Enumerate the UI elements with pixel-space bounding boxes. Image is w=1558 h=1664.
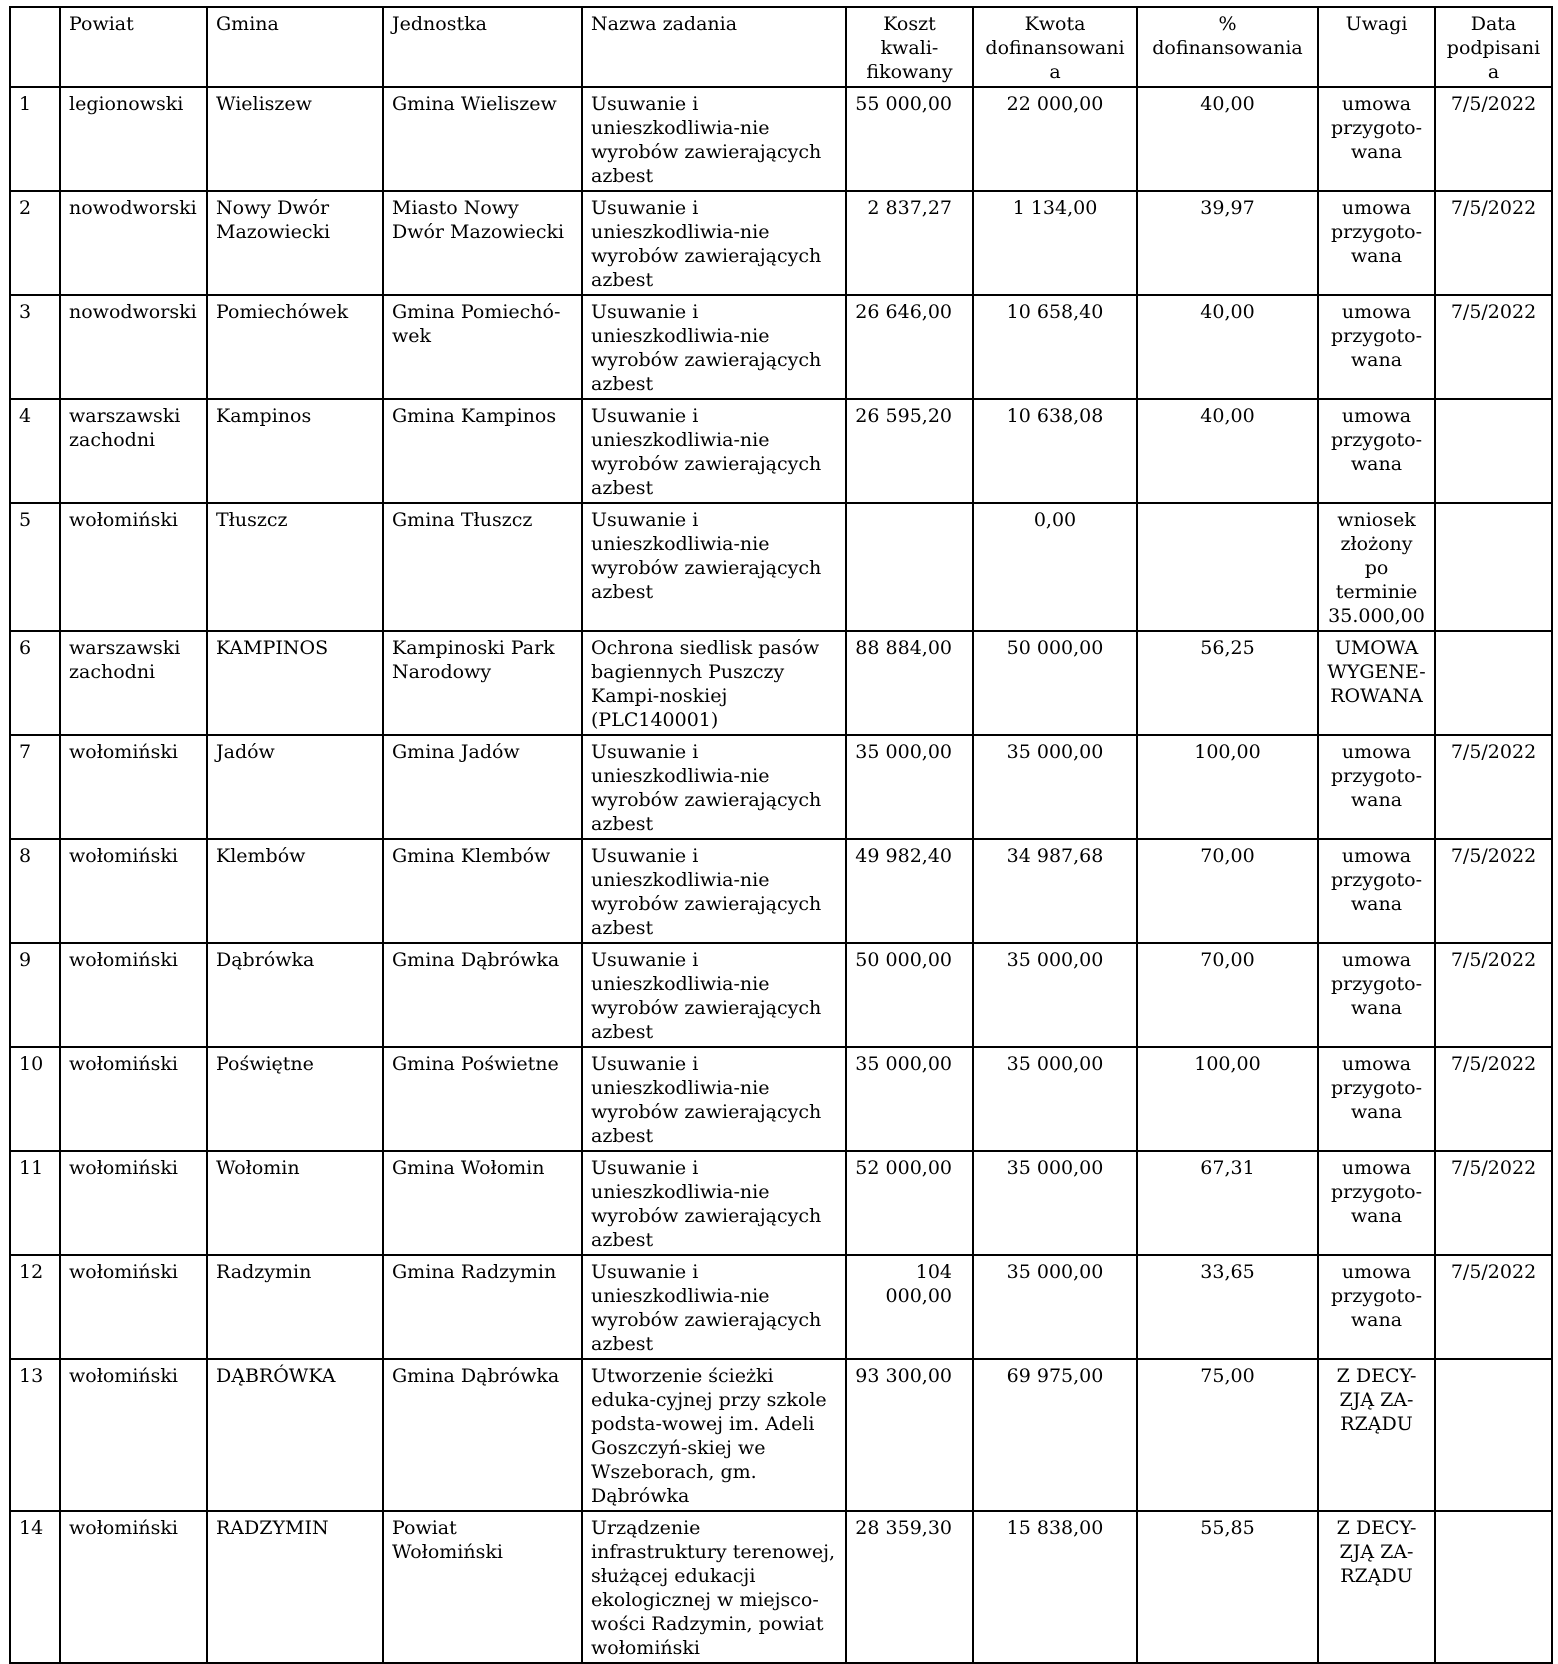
cell-uwagi: umowa przygoto-wana xyxy=(1318,1047,1435,1151)
cell-koszt: 88 884,00 xyxy=(846,631,973,735)
cell-jednostka: Gmina Kampinos xyxy=(383,399,582,503)
cell-procent: 40,00 xyxy=(1137,399,1318,503)
cell-uwagi: umowa przygoto-wana xyxy=(1318,839,1435,943)
cell-kwota: 50 000,00 xyxy=(973,631,1137,735)
table-row xyxy=(10,503,1552,631)
cell-gmina: DĄBRÓWKA xyxy=(207,1359,383,1511)
cell-gmina: Wieliszew xyxy=(207,87,383,191)
table-row xyxy=(10,1511,1552,1663)
cell-powiat: wołomiński xyxy=(60,839,207,943)
cell-gmina: Dąbrówka xyxy=(207,943,383,1047)
cell-nazwa-zadania: Utworzenie ścieżki eduka-cyjnej przy szkole podsta-wowej im. Adeli Goszczyń-skiej we Wszeborach, gm. Dąbrówka xyxy=(582,1359,846,1511)
cell-data: 7/5/2022 xyxy=(1435,295,1552,399)
cell-kwota: 15 838,00 xyxy=(973,1511,1137,1663)
cell-nazwa-zadania: Usuwanie i unieszkodliwia-nie wyrobów zawierających azbest xyxy=(582,839,846,943)
cell-nazwa-zadania: Usuwanie i unieszkodliwia-nie wyrobów zawierających azbest xyxy=(582,87,846,191)
cell-lp: 11 xyxy=(10,1151,60,1255)
cell-kwota: 35 000,00 xyxy=(973,1047,1137,1151)
table-row xyxy=(10,399,1552,503)
cell-powiat: wołomiński xyxy=(60,1047,207,1151)
header-nazwa-zadania: Nazwa zadania xyxy=(582,7,846,87)
cell-powiat: wołomiński xyxy=(60,1359,207,1511)
header-powiat: Powiat xyxy=(60,7,207,87)
cell-powiat: wołomiński xyxy=(60,1151,207,1255)
cell-uwagi: umowa przygoto-wana xyxy=(1318,295,1435,399)
cell-uwagi: umowa przygoto-wana xyxy=(1318,1255,1435,1359)
header-uwagi: Uwagi xyxy=(1318,7,1435,87)
cell-powiat: legionowski xyxy=(60,87,207,191)
cell-lp: 7 xyxy=(10,735,60,839)
cell-gmina: Jadów xyxy=(207,735,383,839)
table-row xyxy=(10,735,1552,839)
cell-lp: 2 xyxy=(10,191,60,295)
table-row xyxy=(10,1255,1552,1359)
cell-nazwa-zadania: Urządzenie infrastruktury terenowej, służącej edukacji ekologicznej w miejsco-wości Radzymin, powiat wołomiński xyxy=(582,1511,846,1663)
header-gmina: Gmina xyxy=(207,7,383,87)
cell-uwagi: wniosek złożony po terminie 35.000,00 xyxy=(1318,503,1435,631)
table-row xyxy=(10,1151,1552,1255)
cell-nazwa-zadania: Usuwanie i unieszkodliwia-nie wyrobów zawierających azbest xyxy=(582,1151,846,1255)
cell-lp: 12 xyxy=(10,1255,60,1359)
cell-powiat: wołomiński xyxy=(60,735,207,839)
table-row xyxy=(10,1047,1552,1151)
cell-jednostka: Gmina Radzymin xyxy=(383,1255,582,1359)
header-row xyxy=(10,7,1552,87)
cell-koszt: 2 837,27 xyxy=(846,191,973,295)
cell-data: 7/5/2022 xyxy=(1435,87,1552,191)
table-row xyxy=(10,191,1552,295)
cell-data xyxy=(1435,1359,1552,1511)
cell-procent xyxy=(1137,503,1318,631)
cell-lp: 4 xyxy=(10,399,60,503)
header-kwota: Kwota dofinansowania xyxy=(973,7,1137,87)
cell-koszt: 93 300,00 xyxy=(846,1359,973,1511)
table-row xyxy=(10,295,1552,399)
cell-powiat: wołomiński xyxy=(60,943,207,1047)
cell-lp: 5 xyxy=(10,503,60,631)
cell-lp: 6 xyxy=(10,631,60,735)
cell-procent: 100,00 xyxy=(1137,735,1318,839)
header-koszt: Koszt kwali-fikowany xyxy=(846,7,973,87)
cell-lp: 8 xyxy=(10,839,60,943)
cell-data: 7/5/2022 xyxy=(1435,943,1552,1047)
header-data: Data podpisania xyxy=(1435,7,1552,87)
cell-jednostka: Powiat Wołomiński xyxy=(383,1511,582,1663)
cell-jednostka: Gmina Klembów xyxy=(383,839,582,943)
cell-data: 7/5/2022 xyxy=(1435,1151,1552,1255)
cell-uwagi: umowa przygoto-wana xyxy=(1318,1151,1435,1255)
cell-gmina: KAMPINOS xyxy=(207,631,383,735)
cell-kwota: 35 000,00 xyxy=(973,1255,1137,1359)
cell-koszt: 52 000,00 xyxy=(846,1151,973,1255)
cell-jednostka: Gmina Dąbrówka xyxy=(383,1359,582,1511)
cell-kwota: 10 638,08 xyxy=(973,399,1137,503)
cell-lp: 1 xyxy=(10,87,60,191)
header-jednostka: Jednostka xyxy=(383,7,582,87)
cell-data: 7/5/2022 xyxy=(1435,735,1552,839)
cell-data xyxy=(1435,399,1552,503)
cell-koszt: 28 359,30 xyxy=(846,1511,973,1663)
cell-procent: 40,00 xyxy=(1137,87,1318,191)
cell-jednostka: Gmina Poświetne xyxy=(383,1047,582,1151)
cell-jednostka: Gmina Jadów xyxy=(383,735,582,839)
cell-lp: 10 xyxy=(10,1047,60,1151)
cell-koszt: 35 000,00 xyxy=(846,735,973,839)
cell-lp: 3 xyxy=(10,295,60,399)
cell-nazwa-zadania: Usuwanie i unieszkodliwia-nie wyrobów zawierających azbest xyxy=(582,295,846,399)
cell-nazwa-zadania: Usuwanie i unieszkodliwia-nie wyrobów zawierających azbest xyxy=(582,503,846,631)
cell-kwota: 35 000,00 xyxy=(973,1151,1137,1255)
table-row xyxy=(10,943,1552,1047)
cell-data: 7/5/2022 xyxy=(1435,1047,1552,1151)
cell-kwota: 0,00 xyxy=(973,503,1137,631)
cell-koszt: 55 000,00 xyxy=(846,87,973,191)
cell-koszt: 35 000,00 xyxy=(846,1047,973,1151)
cell-jednostka: Gmina Wieliszew xyxy=(383,87,582,191)
cell-procent: 100,00 xyxy=(1137,1047,1318,1151)
cell-jednostka: Miasto Nowy Dwór Mazowiecki xyxy=(383,191,582,295)
table-row xyxy=(10,631,1552,735)
table-header xyxy=(10,7,1552,87)
cell-data xyxy=(1435,631,1552,735)
cell-gmina: Pomiechówek xyxy=(207,295,383,399)
cell-gmina: Tłuszcz xyxy=(207,503,383,631)
cell-powiat: wołomiński xyxy=(60,503,207,631)
table-row xyxy=(10,839,1552,943)
cell-data xyxy=(1435,503,1552,631)
cell-uwagi: umowa przygoto-wana xyxy=(1318,735,1435,839)
cell-nazwa-zadania: Usuwanie i unieszkodliwia-nie wyrobów zawierających azbest xyxy=(582,191,846,295)
cell-uwagi: umowa przygoto-wana xyxy=(1318,191,1435,295)
header-lp xyxy=(10,7,60,87)
cell-kwota: 69 975,00 xyxy=(973,1359,1137,1511)
cell-nazwa-zadania: Usuwanie i unieszkodliwia-nie wyrobów zawierających azbest xyxy=(582,399,846,503)
cell-uwagi: umowa przygoto-wana xyxy=(1318,87,1435,191)
cell-procent: 39,97 xyxy=(1137,191,1318,295)
cell-gmina: Kampinos xyxy=(207,399,383,503)
grant-table xyxy=(9,6,1553,1664)
cell-lp: 9 xyxy=(10,943,60,1047)
cell-kwota: 35 000,00 xyxy=(973,735,1137,839)
cell-gmina: RADZYMIN xyxy=(207,1511,383,1663)
cell-gmina: Radzymin xyxy=(207,1255,383,1359)
cell-data xyxy=(1435,1511,1552,1663)
cell-koszt: 104 000,00 xyxy=(846,1255,973,1359)
cell-koszt xyxy=(846,503,973,631)
cell-nazwa-zadania: Ochrona siedlisk pasów bagiennych Puszczy Kampi-noskiej (PLC140001) xyxy=(582,631,846,735)
cell-uwagi: Z DECY-ZJĄ ZA-RZĄDU xyxy=(1318,1359,1435,1511)
cell-gmina: Wołomin xyxy=(207,1151,383,1255)
cell-jednostka: Gmina Tłuszcz xyxy=(383,503,582,631)
cell-powiat: warszawski zachodni xyxy=(60,631,207,735)
cell-kwota: 22 000,00 xyxy=(973,87,1137,191)
cell-procent: 75,00 xyxy=(1137,1359,1318,1511)
cell-kwota: 10 658,40 xyxy=(973,295,1137,399)
cell-procent: 40,00 xyxy=(1137,295,1318,399)
cell-uwagi: umowa przygoto-wana xyxy=(1318,399,1435,503)
cell-uwagi: umowa przygoto-wana xyxy=(1318,943,1435,1047)
cell-jednostka: Gmina Pomiechó-wek xyxy=(383,295,582,399)
cell-data: 7/5/2022 xyxy=(1435,1255,1552,1359)
cell-procent: 70,00 xyxy=(1137,943,1318,1047)
cell-koszt: 26 646,00 xyxy=(846,295,973,399)
cell-powiat: warszawski zachodni xyxy=(60,399,207,503)
table-body xyxy=(10,87,1552,1663)
cell-kwota: 1 134,00 xyxy=(973,191,1137,295)
cell-data: 7/5/2022 xyxy=(1435,191,1552,295)
cell-procent: 70,00 xyxy=(1137,839,1318,943)
cell-lp: 14 xyxy=(10,1511,60,1663)
cell-koszt: 49 982,40 xyxy=(846,839,973,943)
cell-koszt: 50 000,00 xyxy=(846,943,973,1047)
cell-nazwa-zadania: Usuwanie i unieszkodliwia-nie wyrobów zawierających azbest xyxy=(582,943,846,1047)
cell-jednostka: Kampinoski Park Narodowy xyxy=(383,631,582,735)
cell-procent: 67,31 xyxy=(1137,1151,1318,1255)
cell-procent: 56,25 xyxy=(1137,631,1318,735)
cell-uwagi: UMOWA WYGENE-ROWANA xyxy=(1318,631,1435,735)
header-procent: % dofinansowania xyxy=(1137,7,1318,87)
cell-gmina: Poświętne xyxy=(207,1047,383,1151)
cell-kwota: 35 000,00 xyxy=(973,943,1137,1047)
cell-gmina: Nowy Dwór Mazowiecki xyxy=(207,191,383,295)
cell-nazwa-zadania: Usuwanie i unieszkodliwia-nie wyrobów zawierających azbest xyxy=(582,1255,846,1359)
cell-data: 7/5/2022 xyxy=(1435,839,1552,943)
table-row xyxy=(10,1359,1552,1511)
cell-procent: 55,85 xyxy=(1137,1511,1318,1663)
cell-jednostka: Gmina Dąbrówka xyxy=(383,943,582,1047)
cell-nazwa-zadania: Usuwanie i unieszkodliwia-nie wyrobów zawierających azbest xyxy=(582,1047,846,1151)
cell-powiat: wołomiński xyxy=(60,1255,207,1359)
cell-jednostka: Gmina Wołomin xyxy=(383,1151,582,1255)
cell-gmina: Klembów xyxy=(207,839,383,943)
cell-powiat: wołomiński xyxy=(60,1511,207,1663)
table-row xyxy=(10,87,1552,191)
cell-koszt: 26 595,20 xyxy=(846,399,973,503)
cell-nazwa-zadania: Usuwanie i unieszkodliwia-nie wyrobów zawierających azbest xyxy=(582,735,846,839)
cell-kwota: 34 987,68 xyxy=(973,839,1137,943)
cell-lp: 13 xyxy=(10,1359,60,1511)
cell-uwagi: Z DECY-ZJĄ ZA-RZĄDU xyxy=(1318,1511,1435,1663)
cell-powiat: nowodworski xyxy=(60,191,207,295)
cell-procent: 33,65 xyxy=(1137,1255,1318,1359)
cell-powiat: nowodworski xyxy=(60,295,207,399)
